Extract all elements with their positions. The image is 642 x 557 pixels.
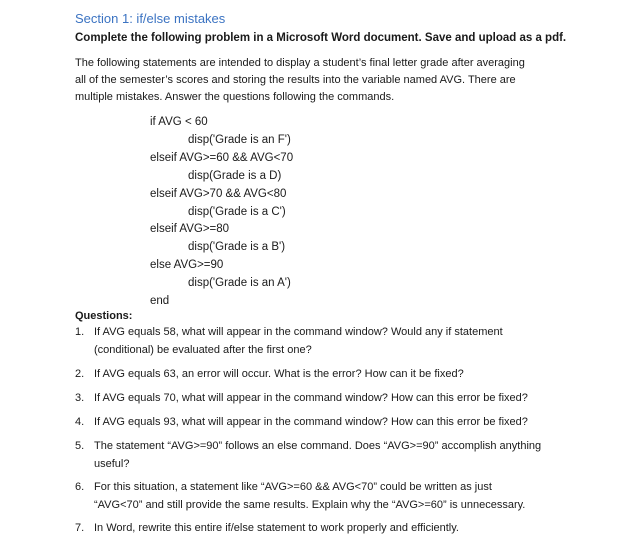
question-number: 2. xyxy=(75,368,85,380)
code-line: disp('Grade is a B') xyxy=(188,241,286,254)
question-line: In Word, rewrite this entire if/else statement to work properly and efficiently. xyxy=(94,522,459,534)
question-text xyxy=(94,366,575,384)
question-line: useful? xyxy=(94,457,130,470)
question-text xyxy=(94,438,575,473)
question-line: (conditional) be evaluated after the first one? xyxy=(94,343,312,356)
question-number: 1. xyxy=(75,326,85,338)
question-item xyxy=(75,438,575,473)
intro-paragraph xyxy=(75,55,565,106)
question-number: 3. xyxy=(75,392,85,404)
question-text xyxy=(94,414,575,432)
question-item xyxy=(75,520,575,538)
intro-line: all of the semester’s scores and storing the results into the variable named AVG. There are xyxy=(75,74,516,86)
intro-line: The following statements are intended to display a student’s final letter grade after averaging xyxy=(75,57,525,69)
code-line: disp('Grade is a C') xyxy=(188,205,286,218)
code-line: if AVG < 60 xyxy=(150,116,208,128)
question-item xyxy=(75,414,575,432)
question-number: 7. xyxy=(75,522,85,534)
question-line: If AVG equals 63, an error will occur. What is the error? How can it be fixed? xyxy=(94,368,464,380)
code-block xyxy=(150,114,293,311)
question-text xyxy=(94,390,575,408)
section-heading: Section 1: if/else mistakes xyxy=(75,11,226,26)
question-number: 5. xyxy=(75,440,85,452)
question-line: If AVG equals 58, what will appear in the command window? Would any if statement xyxy=(94,326,503,338)
question-text xyxy=(94,520,575,538)
code-line: end xyxy=(150,295,170,308)
code-line: elseif AVG>70 && AVG<80 xyxy=(150,187,287,200)
question-line: The statement “AVG>=90” follows an else command. Does “AVG>=90” accomplish anything xyxy=(94,440,542,452)
code-line: else AVG>=90 xyxy=(150,259,224,272)
question-line: If AVG equals 93, what will appear in the command window? How can this error be fixed? xyxy=(94,416,528,428)
question-number: 4. xyxy=(75,416,85,428)
code-line: disp(Grade is a D) xyxy=(188,169,282,182)
code-line: disp('Grade is an A') xyxy=(188,277,291,290)
question-line: For this situation, a statement like “AVG>=60 && AVG<70” could be written as just xyxy=(94,481,492,493)
question-item xyxy=(75,390,575,408)
question-text xyxy=(94,479,575,514)
question-number: 6. xyxy=(75,481,85,493)
question-line: If AVG equals 70, what will appear in the command window? How can this error be fixed? xyxy=(94,392,528,404)
question-item xyxy=(75,479,575,514)
code-line: elseif AVG>=60 && AVG<70 xyxy=(150,151,294,164)
question-item xyxy=(75,324,575,359)
instruction-text: Complete the following problem in a Microsoft Word document. Save and upload as a pdf. xyxy=(75,32,567,44)
code-line: disp('Grade is an F') xyxy=(188,133,291,146)
question-text xyxy=(94,324,575,359)
questions-title: Questions: xyxy=(75,310,133,322)
code-line: elseif AVG>=80 xyxy=(150,223,230,236)
intro-line: multiple mistakes. Answer the questions following the commands. xyxy=(75,91,395,103)
question-item xyxy=(75,366,575,384)
question-line: “AVG<70” and still provide the same results. Explain why the “AVG>=60” is unnecessary. xyxy=(94,498,526,511)
